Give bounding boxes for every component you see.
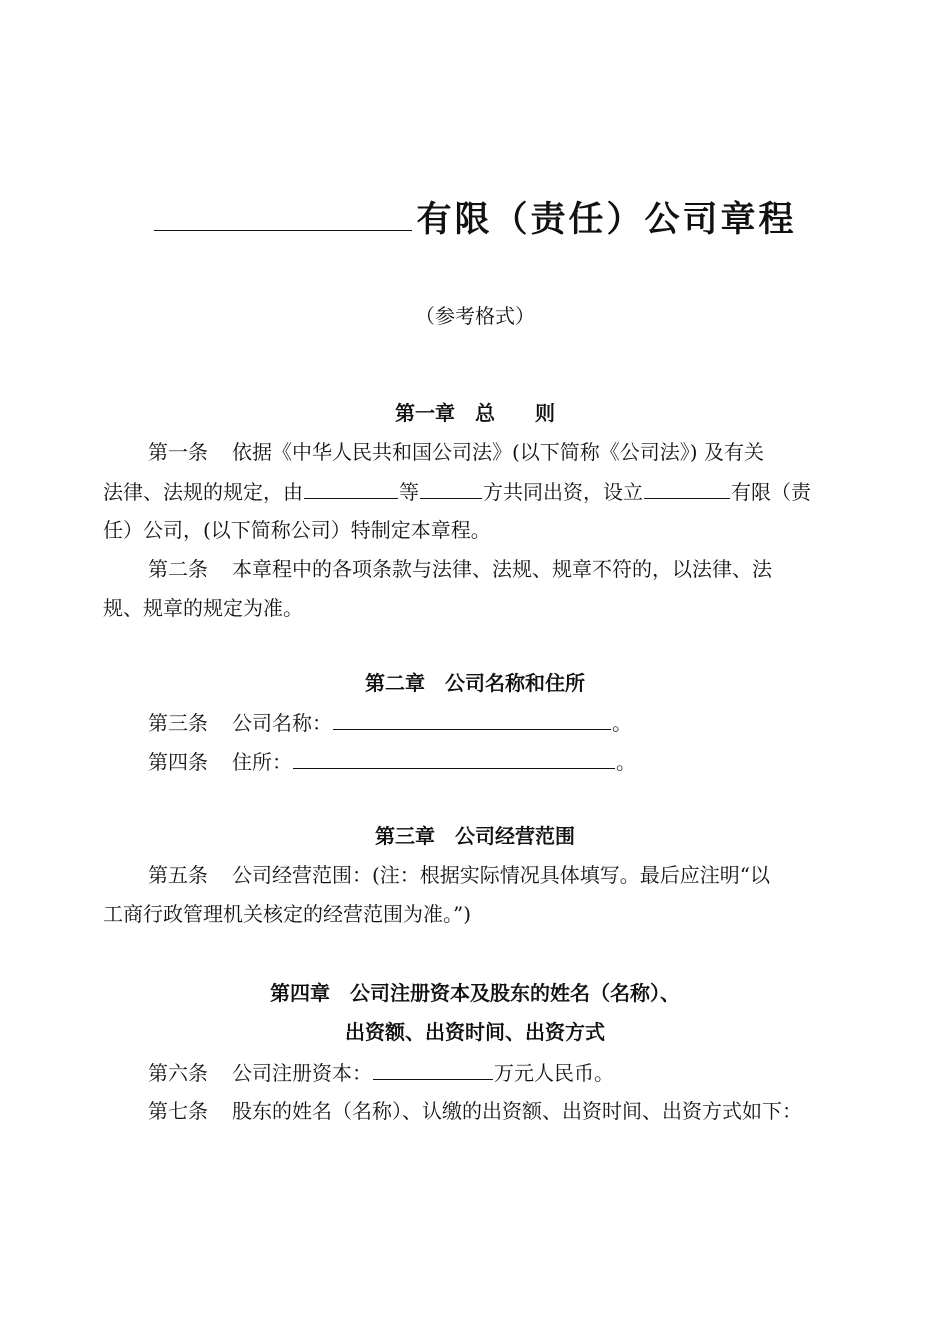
article-6-end: 万元人民币。 xyxy=(494,1061,614,1085)
article-6-number: 第六条 xyxy=(148,1061,208,1085)
article-1-text-2a: 法律、法规的规定，由 xyxy=(103,480,303,504)
article-4-number: 第四条 xyxy=(148,750,208,774)
article-3-label: 公司名称： xyxy=(232,711,332,735)
chapter-2-heading: 第二章 公司名称和住所 xyxy=(365,671,585,695)
article-7-number: 第七条 xyxy=(148,1099,208,1123)
article-1-text-1: 依据《中华人民共和国公司法》(以下简称《公司法》) 及有关 xyxy=(232,440,764,464)
article-2-text-1: 本章程中的各项条款与法律、法规、规章不符的，以法律、法 xyxy=(232,557,772,581)
company-name-blank[interactable] xyxy=(154,198,412,231)
article-3-number: 第三条 xyxy=(148,711,208,735)
article-1-text-2d: 有限（责 xyxy=(731,480,811,504)
article-1-line-3: 任）公司，(以下简称公司）特制定本章程。 xyxy=(103,518,491,542)
article-1-text-2c: 方共同出资，设立 xyxy=(483,480,643,504)
article-2-line-1 xyxy=(148,555,849,583)
article-7-text: 股东的姓名（名称）、认缴的出资额、出资时间、出资方式如下： xyxy=(232,1099,802,1123)
company-name-field[interactable] xyxy=(333,708,611,730)
chapter-3-heading: 第三章 公司经营范围 xyxy=(375,824,575,848)
article-1-text-2b: 等 xyxy=(399,480,419,504)
registered-capital-field[interactable] xyxy=(373,1058,493,1080)
chapter-4-heading-line-2: 出资额、出资时间、出资方式 xyxy=(345,1020,605,1044)
article-1-line-1 xyxy=(148,438,849,466)
title-text: 有限（责任）公司章程 xyxy=(416,199,797,240)
chapter-1-heading: 第一章 总 则 xyxy=(395,401,555,425)
article-7 xyxy=(148,1097,802,1125)
article-1-number: 第一条 xyxy=(148,440,208,464)
article-5-number: 第五条 xyxy=(148,863,208,887)
article-6 xyxy=(148,1058,614,1087)
party-count-blank[interactable] xyxy=(420,477,482,499)
article-2-number: 第二条 xyxy=(148,557,208,581)
article-4 xyxy=(148,747,636,776)
document-title xyxy=(0,198,950,242)
article-1-line-2 xyxy=(103,477,849,506)
article-5-line-2: 工商行政管理机关核定的经营范围为准。”) xyxy=(103,902,472,926)
founder-blank[interactable] xyxy=(304,477,398,499)
article-3 xyxy=(148,708,632,737)
article-5-line-1 xyxy=(148,861,849,889)
chapter-4-heading-line-1: 第四章 公司注册资本及股东的姓名（名称）、 xyxy=(270,981,680,1005)
article-6-label: 公司注册资本： xyxy=(232,1061,372,1085)
article-3-end: 。 xyxy=(612,711,632,735)
article-5-text-1: 公司经营范围：(注：根据实际情况具体填写。最后应注明“以 xyxy=(232,863,771,887)
article-2-line-2: 规、规章的规定为准。 xyxy=(103,596,303,620)
company-blank[interactable] xyxy=(644,477,730,499)
address-field[interactable] xyxy=(293,747,615,769)
article-4-label: 住所： xyxy=(232,750,292,774)
article-4-end: 。 xyxy=(616,750,636,774)
document-subtitle: （参考格式） xyxy=(415,304,535,328)
